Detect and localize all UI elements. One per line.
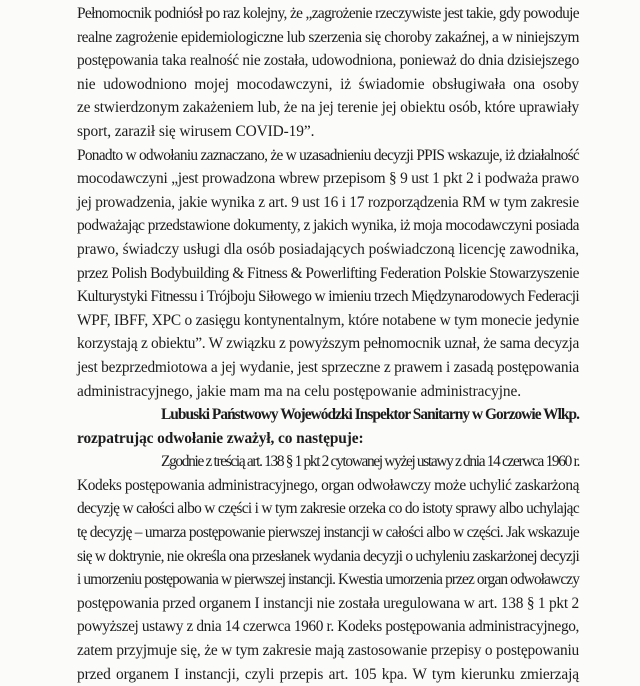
section-heading: Lubuski Państwowy Wojewódzki Inspektor Sanitarny w Gorzowie Wlkp. — [161, 406, 579, 424]
text-line: podważając przedstawione dokumenty, z jakich wynika, iż moja mocodawczyni posiada — [77, 217, 579, 235]
text-line: korzystają z obiektu”. W związku z powyższym pełnomocnik uznał, że sama decyzja — [77, 335, 579, 353]
text-line: powyższej ustawy z dnia 14 czerwca 1960 r. Kodeks postępowania administracyjnego, — [77, 618, 579, 636]
text-line: jej prowadzenia, jakie wynika z art. 9 ust 16 i 17 rozporządzenia RM w tym zakresie — [77, 193, 579, 211]
text-line: się w doktrynie, nie określa ona przesłanek wydania decyzji o uchyleniu zaskarżonej decyzji — [77, 547, 579, 565]
text-line: postępowania taka realność nie została, udowodniona, ponieważ do dnia dzisiejszego — [77, 52, 579, 70]
text-line: zatem przyjmuje się, że w tym zakresie mają zastosowanie przepisy o postępowaniu — [77, 642, 579, 660]
text-line: przed organem I instancji, czyli przepis art. 105 kpa. W tym kierunku zmierzają — [77, 665, 579, 683]
section-heading: rozpatrując odwołanie zważył, co następuje: — [77, 429, 364, 447]
text-line: sport, zaraził się wirusem COVID-19”. — [77, 122, 315, 140]
text-line: nie udowodniono mojej mocodawczyni, iż świadomie obsługiwała ona osoby — [77, 75, 579, 93]
text-line: prawo, świadczy usługi dla osób posiadających poświadczoną licencję zawodnika, — [77, 240, 579, 258]
text-line: realne zagrożenie epidemiologiczne lub szerzenia się choroby zakaźnej, a w niniejszym — [77, 28, 579, 46]
text-line: i umorzeniu postępowania w pierwszej instancji. Kwestia umorzenia przez organ odwoławczy — [77, 571, 579, 589]
text-line: mocodawczyni „jest prowadzona wbrew przepisom § 9 ust 1 pkt 2 i podważa prawo — [77, 170, 579, 188]
document-page — [77, 2, 579, 686]
text-line: Kulturystyki Fitnessu i Trójboju Siłowego w imieniu trzech Międzynarodowych Federacji — [77, 288, 579, 306]
text-line: decyzję w całości albo w części i w tym zakresie orzeka co do istoty sprawy albo uchylając — [77, 500, 579, 518]
text-line: przez Polish Bodybuilding & Fitness & Powerlifting Federation Polskie Stowarzyszenie — [77, 264, 579, 282]
text-line: jest bezprzedmiotowa a jej wydanie, jest sprzeczne z prawem i zasadą postępowania — [77, 358, 579, 376]
text-line: tę decyzję – umarza postępowanie pierwszej instancji w całości albo w części. Jak wskazuje — [77, 524, 579, 542]
text-line: ze stwierdzonym zakażeniem lub, że na jej terenie jej obiektu osób, które uprawiały — [77, 99, 579, 117]
text-line: Kodeks postępowania administracyjnego, organ odwoławczy może uchylić zaskarżoną — [77, 476, 579, 494]
text-line: WPF, IBFF, XPC o zasięgu kontynentalnym, które notabene w tym monecie jedynie — [77, 311, 579, 329]
text-line: Zgodnie z treścią art. 138 § 1 pkt 2 cytowanej wyżej ustawy z dnia 14 czerwca 1960 r. — [161, 453, 579, 471]
text-line: Ponadto w odwołaniu zaznaczano, że w uzasadnieniu decyzji PPIS wskazuje, iż działalność — [77, 146, 579, 164]
text-line: administracyjnego, jakie mam ma na celu postępowanie administracyjne. — [77, 382, 521, 400]
text-line: postępowania przed organem I instancji nie została uregulowana w art. 138 § 1 pkt 2 — [77, 594, 579, 612]
text-line: Pełnomocnik podniósł po raz kolejny, że „zagrożenie rzeczywiste jest takie, gdy powoduje — [77, 5, 579, 22]
